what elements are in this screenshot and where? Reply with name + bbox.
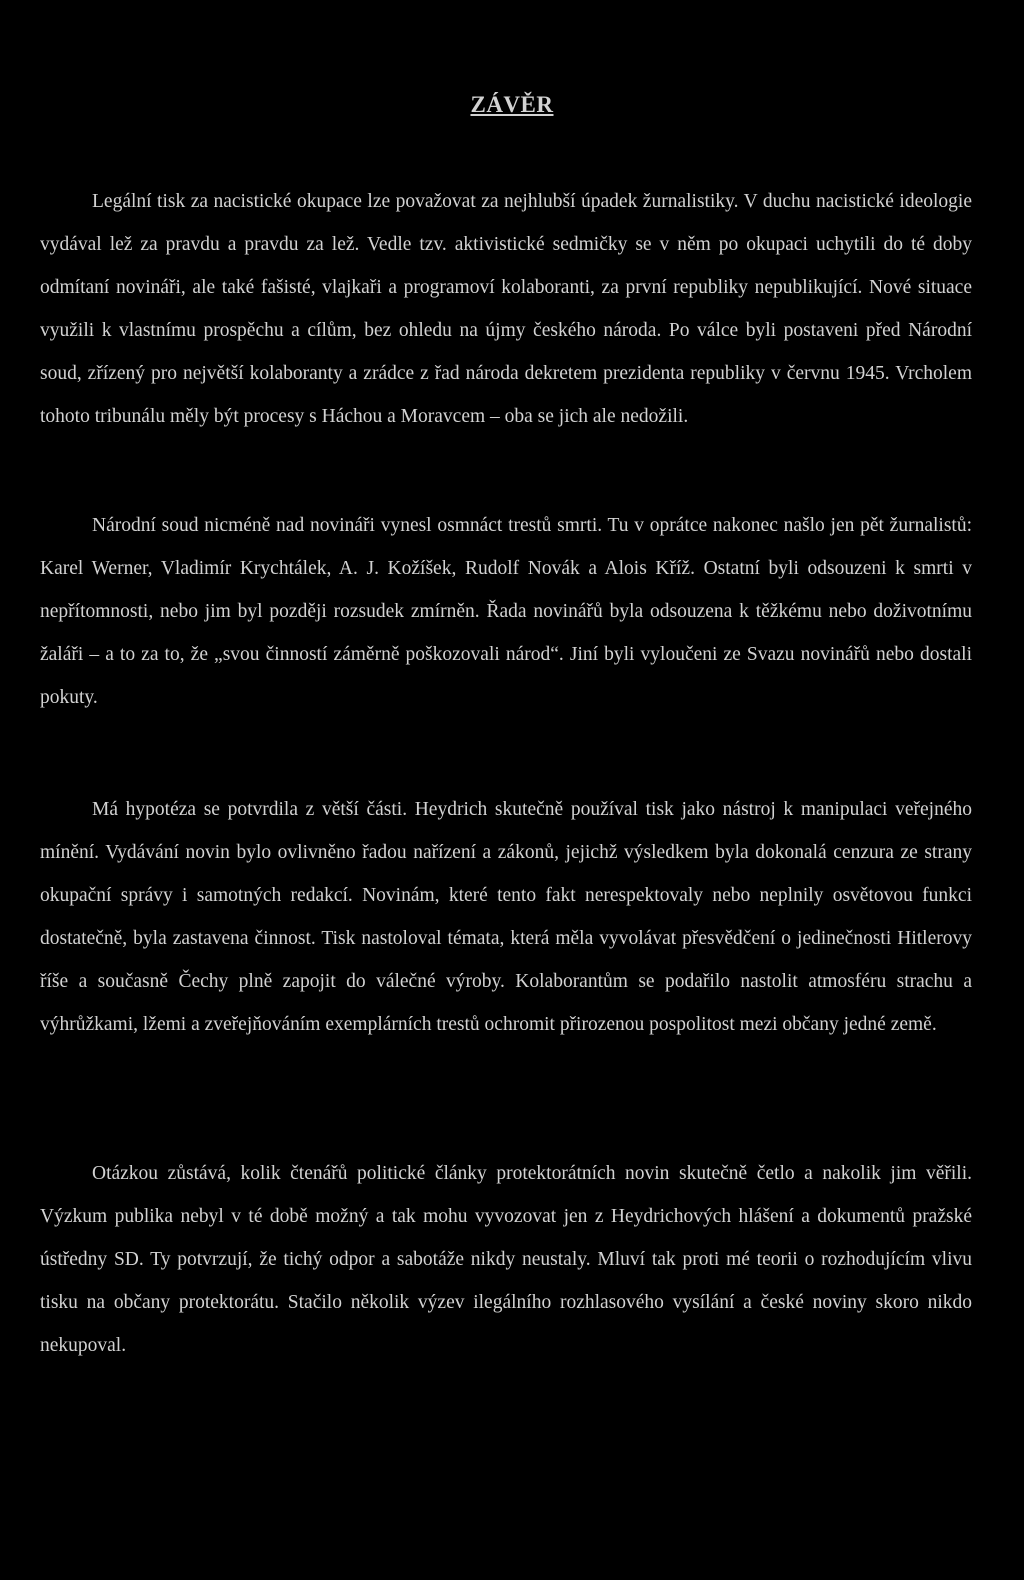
paragraph-4: Otázkou zůstává, kolik čtenářů politické články protektorátních novin skutečně četlo a nakolik jim věřili. Výzkum publika nebyl v té době možný a tak mohu vyvozovat jen z Heydrichových hlášení a dokumentů pražské ústředny SD. Ty potvrzují, že tichý odpor a sabotáže nikdy neustaly. Mluví tak proti mé teorii o rozhodujícím vlivu tisku na občany protektorátu. Stačilo několik výzev ilegálního rozhlasového vysílání a české noviny skoro nikdo nekupoval. bbox=[40, 1163, 972, 1356]
page-title: ZÁVĚR bbox=[470, 92, 554, 117]
paragraph-1: Legální tisk za nacistické okupace lze považovat za nejhlubší úpadek žurnalistiky. V duchu nacistické ideologie vydával lež za pravdu a pravdu za lež. Vedle tzv. aktivistické sedmičky se v něm po okupaci uchytili do té doby odmítaní novináři, ale také fašisté, vlajkaři a programoví kolaboranti, za první republiky nepublikující. Nové situace využili k vlastnímu prospěchu a cílům, bez ohledu na újmy českého národa. Po válce byli postaveni před Národní soud, zřízený pro největší kolaboranty a zrádce z řad národa dekretem prezidenta republiky v červnu 1945. Vrcholem tohoto tribunálu měly být procesy s Háchou a Moravcem – oba se jich ale nedožili. bbox=[40, 191, 972, 427]
paragraph-3: Má hypotéza se potvrdila z větší části. Heydrich skutečně používal tisk jako nástroj k manipulaci veřejného mínění. Vydávání novin bylo ovlivněno řadou nařízení a zákonů, jejichž výsledkem byla dokonalá cenzura ze strany okupační správy i samotných redakcí. Novinám, které tento fakt nerespektovaly nebo neplnily osvětovou funkci dostatečně, byla zastavena činnost. Tisk nastoloval témata, která měla vyvolávat přesvědčení o jedinečnosti Hitlerovy říše a současně Čechy plně zapojit do válečné výroby. Kolaborantům se podařilo nastolit atmosféru strachu a výhrůžkami, lžemi a zveřejňováním exemplárních trestů ochromit přirozenou pospolitost mezi občany jedné země. bbox=[40, 799, 972, 1035]
paragraph-2: Národní soud nicméně nad novináři vynesl osmnáct trestů smrti. Tu v oprátce nakonec našlo jen pět žurnalistů: Karel Werner, Vladimír Krychtálek, A. J. Kožíšek, Rudolf Novák a Alois Kříž. Ostatní byli odsouzeni k smrti v nepřítomnosti, nebo jim byl později rozsudek zmírněn. Řada novinářů byla odsouzena k těžkému nebo doživotnímu žaláři – a to za to, že „svou činností záměrně poškozovali národ“. Jiní byli vyloučeni ze Svazu novinářů nebo dostali pokuty. bbox=[40, 515, 972, 708]
